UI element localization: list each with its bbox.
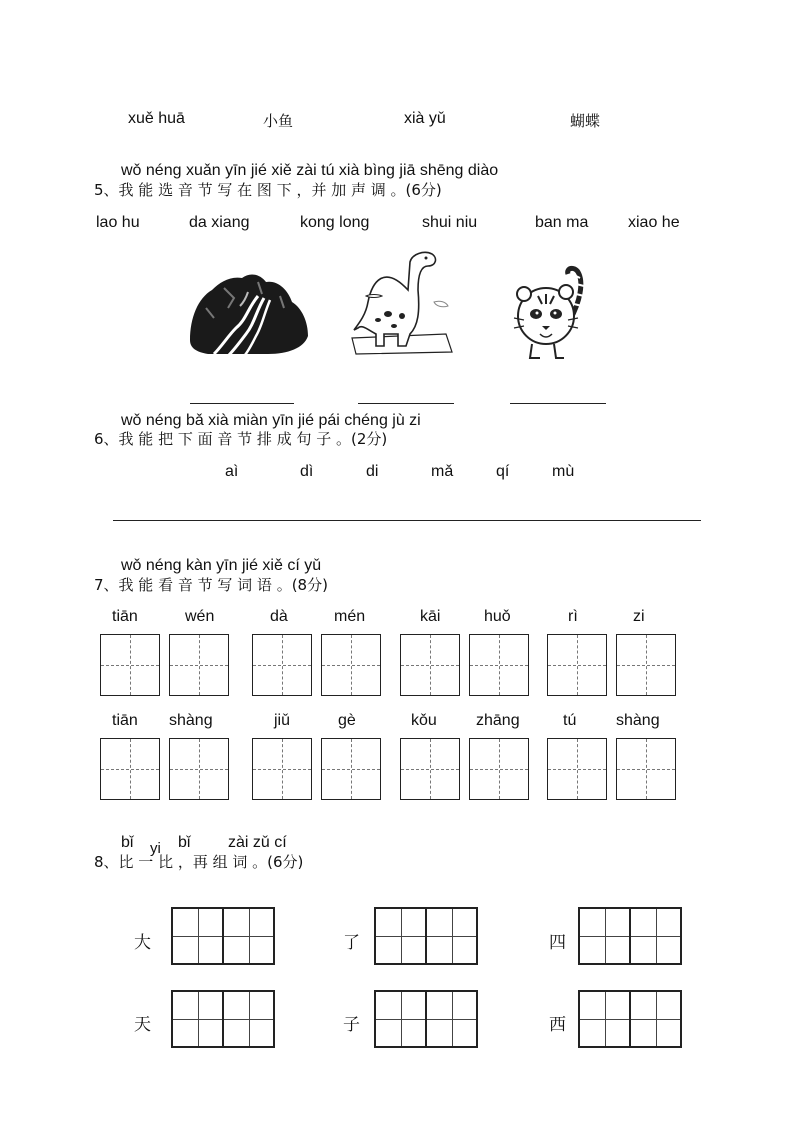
top-word-3: xià yǔ [404, 110, 446, 127]
q8-char-2: 了 [343, 933, 360, 953]
top-word-2: 小鱼 [263, 112, 294, 130]
q6-syllable-1: aì [225, 463, 239, 480]
q5-option-4: shui niu [422, 214, 478, 231]
q7-r2-box-4[interactable] [321, 738, 381, 800]
q5-option-1: lao hu [96, 214, 140, 231]
q5-option-6: xiao he [628, 214, 680, 231]
q7-r2-box-1[interactable] [100, 738, 160, 800]
q8-char-3: 四 [549, 933, 566, 953]
q8-box-2[interactable] [374, 907, 478, 965]
q5-pinyin: wǒ néng xuǎn yīn jié xiě zài tú xià bìng jiā shēng diào [121, 162, 499, 179]
q7-pinyin: wǒ néng kàn yīn jié xiě cí yǔ [121, 557, 322, 574]
q5-option-3: kong long [300, 214, 370, 231]
q7-r1-pinyin-3: dà [270, 608, 288, 625]
top-word-1: xuě huā [128, 110, 185, 127]
dinosaur-icon [348, 250, 460, 356]
q7-r2-pinyin-8: shàng [616, 712, 660, 729]
q8-box-5[interactable] [374, 990, 478, 1048]
q7-r2-box-3[interactable] [252, 738, 312, 800]
q7-r2-pinyin-2: shàng [169, 712, 213, 729]
q7-r1-pinyin-1: tiān [112, 608, 138, 625]
q8-char-1: 大 [134, 933, 151, 953]
q7-r2-box-5[interactable] [400, 738, 460, 800]
q6-prompt: 6、我 能 把 下 面 音 节 排 成 句 子 。(2分) [94, 430, 388, 448]
q6-answer-line[interactable] [113, 520, 701, 521]
q6-syllable-6: mù [552, 463, 575, 480]
top-word-4: 蝴蝶 [570, 112, 601, 130]
q7-r2-pinyin-6: zhāng [476, 712, 520, 729]
q8-pinyin-bi-1: bǐ [121, 834, 134, 851]
q8-char-4: 天 [134, 1015, 151, 1035]
q5-answer-line-3[interactable] [510, 403, 606, 404]
q6-syllable-4: mǎ [431, 463, 454, 480]
q7-r1-box-4[interactable] [321, 634, 381, 696]
q7-r1-box-8[interactable] [616, 634, 676, 696]
q7-r2-pinyin-7: tú [563, 712, 577, 729]
q8-box-1[interactable] [171, 907, 275, 965]
q8-pinyin-rest: zài zǔ cí [228, 834, 287, 851]
tiger-icon [510, 262, 602, 360]
q7-r1-pinyin-6: huǒ [484, 608, 511, 625]
q5-answer-line-2[interactable] [358, 403, 454, 404]
q7-r1-box-6[interactable] [469, 634, 529, 696]
q7-r2-box-6[interactable] [469, 738, 529, 800]
q8-box-6[interactable] [578, 990, 682, 1048]
q7-r1-pinyin-7: rì [568, 608, 578, 625]
q8-char-6: 西 [549, 1015, 566, 1035]
q7-r2-box-7[interactable] [547, 738, 607, 800]
q7-r2-box-2[interactable] [169, 738, 229, 800]
q7-r1-box-7[interactable] [547, 634, 607, 696]
q8-pinyin-yi: yi [150, 840, 161, 857]
q6-syllable-2: dì [300, 463, 314, 480]
q6-syllable-3: di [366, 463, 379, 480]
q7-r1-box-5[interactable] [400, 634, 460, 696]
q5-option-2: da xiang [189, 214, 250, 231]
q8-prompt: 8、比 一 比 ，再 组 词 。(6分) [94, 853, 304, 871]
q8-box-4[interactable] [171, 990, 275, 1048]
q7-r2-pinyin-3: jiǔ [274, 712, 291, 729]
q6-pinyin: wǒ néng bǎ xià miàn yīn jié pái chéng jù zi [121, 412, 421, 429]
q7-r1-pinyin-4: mén [334, 608, 366, 625]
q7-r1-pinyin-5: kāi [420, 608, 441, 625]
q6-syllable-5: qí [496, 463, 510, 480]
q8-pinyin-bi-2: bǐ [178, 834, 191, 851]
q8-char-5: 子 [343, 1015, 360, 1035]
q8-box-3[interactable] [578, 907, 682, 965]
q7-r2-pinyin-5: kǒu [411, 712, 437, 729]
q7-r1-box-1[interactable] [100, 634, 160, 696]
q7-r2-pinyin-4: gè [338, 712, 356, 729]
q5-answer-line-1[interactable] [190, 403, 294, 404]
q5-prompt: 5、我 能 选 音 节 写 在 图 下 ，并 加 声 调 。(6分) [94, 181, 442, 199]
q7-r2-pinyin-1: tiān [112, 712, 138, 729]
q7-r1-pinyin-2: wén [185, 608, 215, 625]
q7-r1-box-3[interactable] [252, 634, 312, 696]
q5-option-5: ban ma [535, 214, 589, 231]
mountain-river-icon [188, 268, 312, 358]
q7-r1-box-2[interactable] [169, 634, 229, 696]
q7-r1-pinyin-8: zi [633, 608, 645, 625]
q7-r2-box-8[interactable] [616, 738, 676, 800]
q7-prompt: 7、我 能 看 音 节 写 词 语 。(8分) [94, 576, 328, 594]
